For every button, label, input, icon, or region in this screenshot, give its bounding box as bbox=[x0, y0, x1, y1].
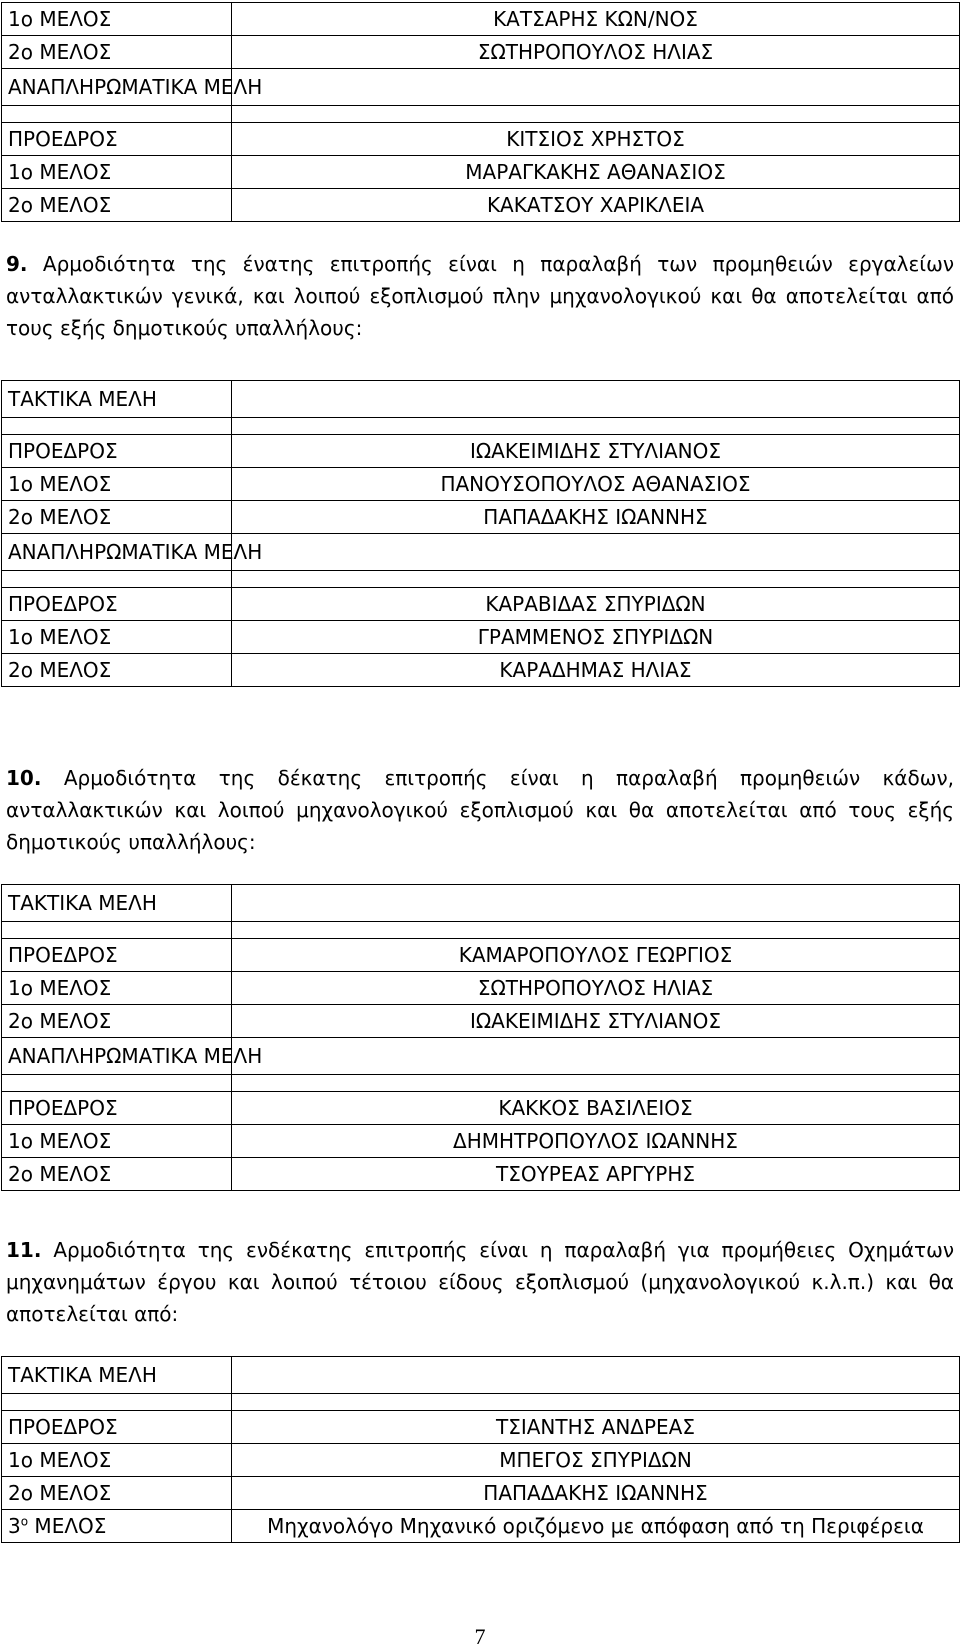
committee-10-description bbox=[6, 762, 954, 858]
committee-9-description bbox=[6, 248, 954, 344]
role-label: 1ο ΜΕΛΟΣ bbox=[2, 972, 232, 1005]
table-row bbox=[2, 1075, 960, 1092]
role-label: 2ο ΜΕΛΟΣ bbox=[2, 1005, 232, 1038]
table-row bbox=[2, 654, 960, 687]
regular-heading: ΤΑΚΤΙΚΑ ΜΕΛΗ bbox=[2, 1357, 232, 1394]
table-row bbox=[2, 885, 960, 922]
paragraph-number: 9. bbox=[6, 252, 28, 276]
table-row bbox=[2, 189, 960, 222]
member-name: ΜΑΡΑΓΚΑΚΗΣ ΑΘΑΝΑΣΙΟΣ bbox=[232, 156, 960, 189]
role-label-text: ΜΕΛΟΣ bbox=[28, 1514, 107, 1538]
table-row bbox=[2, 1158, 960, 1191]
table-row bbox=[2, 1092, 960, 1125]
role-label: 1ο ΜΕΛΟΣ bbox=[2, 468, 232, 501]
role-label: 2ο ΜΕΛΟΣ bbox=[2, 189, 232, 222]
member-name: ΠΑΠΑΔΑΚΗΣ ΙΩΑΝΝΗΣ bbox=[232, 1477, 960, 1510]
member-name: ΚΑΚΚΟΣ ΒΑΣΙΛΕΙΟΣ bbox=[232, 1092, 960, 1125]
role-label: 1ο ΜΕΛΟΣ bbox=[2, 156, 232, 189]
table-row bbox=[2, 36, 960, 69]
substitute-heading: ΑΝΑΠΛΗΡΩΜΑΤΙΚΑ ΜΕΛΗ bbox=[2, 69, 232, 106]
role-label bbox=[2, 1510, 232, 1543]
member-name: ΙΩΑΚΕΙΜΙΔΗΣ ΣΤΥΛΙΑΝΟΣ bbox=[232, 435, 960, 468]
table-row bbox=[2, 3, 960, 36]
paragraph-number: 10. bbox=[6, 766, 42, 790]
table-row bbox=[2, 1477, 960, 1510]
table-row bbox=[2, 1038, 960, 1075]
table-row bbox=[2, 1411, 960, 1444]
member-name: ΜΠΕΓΟΣ ΣΠΥΡΙΔΩΝ bbox=[232, 1444, 960, 1477]
table-row bbox=[2, 571, 960, 588]
role-label: 1ο ΜΕΛΟΣ bbox=[2, 1125, 232, 1158]
member-name: ΚΑΡΑΒΙΔΑΣ ΣΠΥΡΙΔΩΝ bbox=[232, 588, 960, 621]
page-number: 7 bbox=[474, 1624, 486, 1649]
table-row bbox=[2, 381, 960, 418]
paragraph-text: Αρμοδιότητα της ένατης επιτροπής είναι η παραλαβή των προμηθειών εργαλείων ανταλλακτικών γενικά, και λοιπού εξοπλισμού πλην μηχανολογικού και θα αποτελείται από τους εξής δημοτικούς υπαλλήλους: bbox=[6, 252, 954, 340]
table-row bbox=[2, 156, 960, 189]
table-row bbox=[2, 1510, 960, 1543]
member-name: ΤΣΟΥΡΕΑΣ ΑΡΓΥΡΗΣ bbox=[232, 1158, 960, 1191]
table-row bbox=[2, 1005, 960, 1038]
ordinal-number: 3 bbox=[8, 1514, 21, 1538]
paragraph-number: 11. bbox=[6, 1238, 42, 1262]
role-label: 2ο ΜΕΛΟΣ bbox=[2, 1477, 232, 1510]
role-label: 2ο ΜΕΛΟΣ bbox=[2, 1158, 232, 1191]
table-row bbox=[2, 1357, 960, 1394]
regular-heading: ΤΑΚΤΙΚΑ ΜΕΛΗ bbox=[2, 885, 232, 922]
member-name: ΚΑΤΣΑΡΗΣ ΚΩΝ/ΝΟΣ bbox=[232, 3, 960, 36]
table-row bbox=[2, 588, 960, 621]
role-label: 1ο ΜΕΛΟΣ bbox=[2, 621, 232, 654]
table-row bbox=[2, 435, 960, 468]
role-label: ΠΡΟΕΔΡΟΣ bbox=[2, 435, 232, 468]
ordinal-suffix: ο bbox=[20, 1514, 29, 1529]
paragraph-text: Αρμοδιότητα της ενδέκατης επιτροπής είναι η παραλαβή για προμήθειες Οχημάτων μηχανημάτων έργου και λοιπού τέτοιου είδους εξοπλισμού (μηχανολογικού κ.λ.π.) και θα αποτελείται από: bbox=[6, 1238, 954, 1326]
role-label: ΠΡΟΕΔΡΟΣ bbox=[2, 939, 232, 972]
table-row bbox=[2, 972, 960, 1005]
table-row bbox=[2, 501, 960, 534]
member-name: ΠΑΝΟΥΣΟΠΟΥΛΟΣ ΑΘΑΝΑΣΙΟΣ bbox=[232, 468, 960, 501]
member-name: Μηχανολόγο Μηχανικό οριζόμενο με απόφαση από τη Περιφέρεια bbox=[232, 1510, 960, 1543]
role-label: ΠΡΟΕΔΡΟΣ bbox=[2, 1411, 232, 1444]
table-row bbox=[2, 123, 960, 156]
committee-10-table bbox=[1, 884, 960, 1191]
table-row bbox=[2, 1444, 960, 1477]
committee-11-description bbox=[6, 1234, 954, 1330]
table-row bbox=[2, 1394, 960, 1411]
regular-heading: ΤΑΚΤΙΚΑ ΜΕΛΗ bbox=[2, 381, 232, 418]
member-name: ΚΙΤΣΙΟΣ ΧΡΗΣΤΟΣ bbox=[232, 123, 960, 156]
role-label: ΠΡΟΕΔΡΟΣ bbox=[2, 588, 232, 621]
member-name: ΣΩΤΗΡΟΠΟΥΛΟΣ ΗΛΙΑΣ bbox=[232, 972, 960, 1005]
role-label: 1ο ΜΕΛΟΣ bbox=[2, 3, 232, 36]
member-name: ΚΑΚΑΤΣΟΥ ΧΑΡΙΚΛΕΙΑ bbox=[232, 189, 960, 222]
committee-11-table bbox=[1, 1356, 960, 1543]
committee-9-table bbox=[1, 380, 960, 687]
role-label: 2ο ΜΕΛΟΣ bbox=[2, 36, 232, 69]
substitute-heading: ΑΝΑΠΛΗΡΩΜΑΤΙΚΑ ΜΕΛΗ bbox=[2, 534, 232, 571]
table-row bbox=[2, 418, 960, 435]
member-name: ΔΗΜΗΤΡΟΠΟΥΛΟΣ ΙΩΑΝΝΗΣ bbox=[232, 1125, 960, 1158]
member-name: ΠΑΠΑΔΑΚΗΣ ΙΩΑΝΝΗΣ bbox=[232, 501, 960, 534]
table-row bbox=[2, 106, 960, 123]
table-row bbox=[2, 69, 960, 106]
committee-8-table bbox=[1, 2, 960, 222]
table-row bbox=[2, 922, 960, 939]
role-label: 2ο ΜΕΛΟΣ bbox=[2, 501, 232, 534]
table-row bbox=[2, 1125, 960, 1158]
table-row bbox=[2, 939, 960, 972]
role-label: 1ο ΜΕΛΟΣ bbox=[2, 1444, 232, 1477]
role-label: 2ο ΜΕΛΟΣ bbox=[2, 654, 232, 687]
member-name: ΚΑΡΑΔΗΜΑΣ ΗΛΙΑΣ bbox=[232, 654, 960, 687]
member-name: ΣΩΤΗΡΟΠΟΥΛΟΣ ΗΛΙΑΣ bbox=[232, 36, 960, 69]
table-row bbox=[2, 534, 960, 571]
paragraph-text: Αρμοδιότητα της δέκατης επιτροπής είναι η παραλαβή προμηθειών κάδων, ανταλλακτικών και λοιπού μηχανολογικού εξοπλισμού και θα αποτελείται από τους εξής δημοτικούς υπαλλήλους: bbox=[6, 766, 954, 854]
member-name: ΙΩΑΚΕΙΜΙΔΗΣ ΣΤΥΛΙΑΝΟΣ bbox=[232, 1005, 960, 1038]
member-name: ΤΣΙΑΝΤΗΣ ΑΝΔΡΕΑΣ bbox=[232, 1411, 960, 1444]
role-label: ΠΡΟΕΔΡΟΣ bbox=[2, 1092, 232, 1125]
table-row bbox=[2, 468, 960, 501]
substitute-heading: ΑΝΑΠΛΗΡΩΜΑΤΙΚΑ ΜΕΛΗ bbox=[2, 1038, 232, 1075]
member-name: ΓΡΑΜΜΕΝΟΣ ΣΠΥΡΙΔΩΝ bbox=[232, 621, 960, 654]
role-label: ΠΡΟΕΔΡΟΣ bbox=[2, 123, 232, 156]
table-row bbox=[2, 621, 960, 654]
member-name: ΚΑΜΑΡΟΠΟΥΛΟΣ ΓΕΩΡΓΙΟΣ bbox=[232, 939, 960, 972]
